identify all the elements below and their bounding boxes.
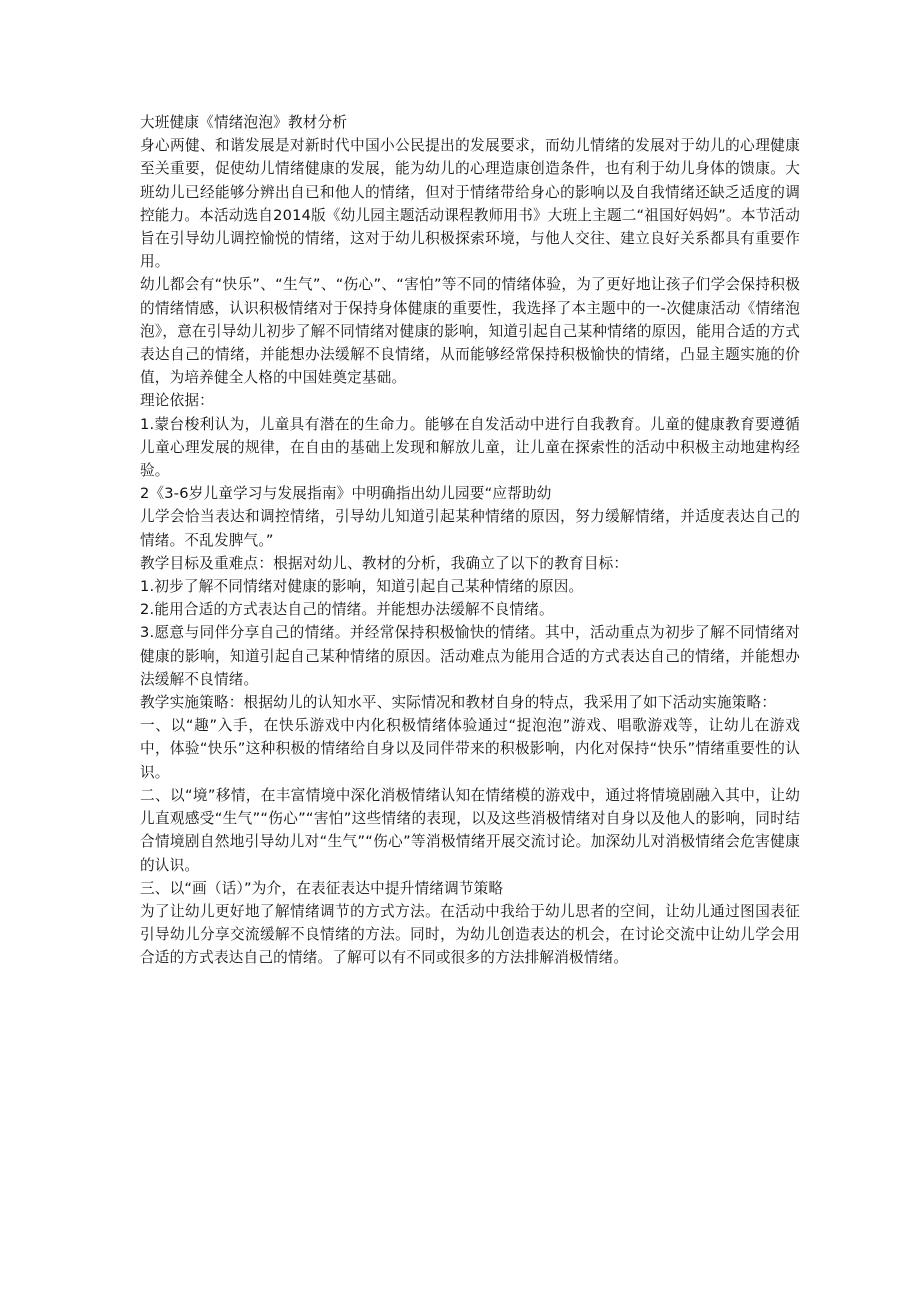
- document-body: [140, 111, 800, 970]
- strategy-item-3: 三、以“画（话）”为介，在表征表达中提升情绪调节策略: [140, 879, 504, 897]
- theory-item-1: 1.蒙台梭利认为，儿童具有潜在的生命力。能够在自发活动中进行自我教育。儿童的健康教育要遵循儿童心理发展的规律，在自由的基础上发现和解放儿童，让儿童在探索性的活动中积极主动地建构经验。: [140, 415, 800, 480]
- strategy-item-1: 一、以“趣”入手，在快乐游戏中内化积极情绪体验通过“捉泡泡”游戏、唱歌游戏等，让幼儿在游戏中，体验“快乐”这种积极的情绪给自身以及同伴带来的积极影响，内化对保持“快乐”情绪重要性的认识。: [140, 717, 800, 781]
- paragraph-intro: 身心两健、和谐发展是对新时代中国小公民提出的发展要求，而幼儿情绪的发展对于幼儿的心理健康至关重要，促使幼儿情绪健康的发展，能为幼儿的心理造康创造条件，也有利于幼儿身体的馈康。大班幼儿已经能够分辨出自已和他人的情绪，但对于情绪带给身心的影响以及自我情绪还缺乏适度的调控能力。本活动选自2014版《幼儿园主题活动课程教师用书》大班上主题二“祖国好妈妈”。本节活动旨在引导幼儿调控愉悦的情绪，这对于幼儿积极探索环境，与他人交往、建立良好关系都具有重要作用。: [140, 137, 801, 271]
- heading-goals: 教学目标及重难点：根据对幼儿、教材的分析，我确立了以下的教育目标：: [140, 554, 629, 572]
- document-title: 大班健康《情绪泡泡》教材分析: [140, 114, 348, 131]
- paragraph-emotions: 幼儿都会有“快乐”、“生气”、“伤心”、“害怕”等不同的情绪体验，为了更好地让孩子们学会保持积极的情绪情感，认识积极情绪对于保持身体健康的重要性，我选择了本主题中的一-次健康活动《情绪泡泡》，意在引导幼儿初步了解不同情绪对健康的影响，知道引起自己某种情绪的原因，能用合适的方式表达自己的情绪，并能想办法缓解不良情绪，从而能够经常保持积极愉快的情绪，凸显主题实施的价值，为培养健全人格的中国娃奠定基础。: [140, 276, 800, 387]
- theory-item-2: 2《3-6岁儿童学习与发展指南》中明确指出幼儿园要“应帮助幼: [140, 485, 552, 503]
- heading-strategy: 教学实施策略：根据幼儿的认知水平、实际情况和教材自身的特点，我采用了如下活动实施策略：: [140, 694, 777, 712]
- goal-item-3: 3.愿意与同伴分享自己的情绪。并经常保持积极愉快的情绪。其中，活动重点为初步了解不同情绪对健康的影响，知道引起自己某种情绪的原因。活动难点为能用合适的方式表达自己的情绪，并能想办法缓解不良情绪。: [140, 624, 800, 688]
- theory-item-2-cont: 儿学会恰当表达和调控情绪，引导幼儿知道引起某种情绪的原因，努力缓解情绪，并适度表达自己的情绪。不乱发脾气。”: [140, 508, 800, 549]
- heading-theory: 理论依据：: [140, 392, 214, 410]
- goal-item-1: 1.初步了解不同情绪对健康的影响，知道引起自己某种情绪的原因。: [140, 578, 584, 596]
- strategy-item-2: 二、以“境”移情，在丰富情境中深化消极情绪认知在情绪模的游戏中，通过将情境剧融入其中，让幼儿直观感受“生气”“伤心”“害怕”这些情绪的表现，以及这些消极情绪对自身以及他人的影响，同时结合情境剧自然地引导幼儿对“生气”“伤心”等消极情绪开展交流讨论。加深幼儿对消极情绪会危害健康的认识。: [140, 786, 800, 874]
- goal-item-2: 2.能用合适的方式表达自己的情绪。并能想办法缓解不良情绪。: [140, 601, 554, 619]
- strategy-item-3-detail: 为了让幼儿更好地了解情绪调节的方式方法。在活动中我给于幼儿思者的空间，让幼儿通过图国表征引导幼儿分享交流缓解不良情绪的方法。同时，为幼儿创造表达的机会，在讨论交流中让幼儿学会用合适的方式表达自己的情绪。了解可以有不同或很多的方法排解消极情绪。: [140, 902, 800, 967]
